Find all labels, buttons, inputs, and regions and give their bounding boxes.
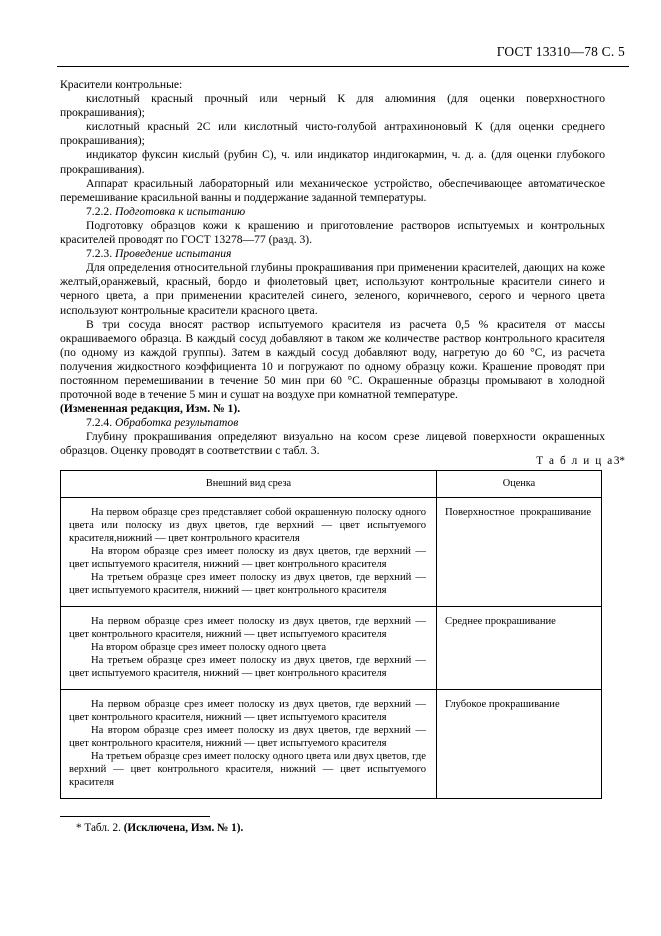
cell-appearance	[61, 607, 437, 690]
footnote-bold-text: (Исключена, Изм. № 1).	[123, 822, 244, 834]
cell-evaluation	[437, 498, 602, 607]
document-body	[60, 78, 605, 459]
cell-line: Среднее прокрашивание	[445, 616, 556, 627]
cell-line: На втором образце срез имеет полоcку из двух цветов, где верхний — цвет контрольного красителя, нижний — цвет испытуемого красителя	[69, 725, 426, 749]
footnote-text: Табл. 2.	[84, 822, 121, 834]
cell-line: Поверхностное прокрашивание	[445, 507, 592, 518]
paragraph-4: Аппарат красильный лабораторный или механическое устройство, обеспечивающее автоматическое перемешивание красильной ванны и поддержание заданной температуры.	[60, 176, 605, 204]
footnote	[76, 822, 243, 834]
cell-line: На третьем образце срез имеет полоcку из двух цветов, где верхний — цвет испытуемого красителя, нижний — цвет контрольного красителя	[69, 572, 426, 596]
cell-line: Глубокое прокрашивание	[445, 699, 560, 710]
section-heading-7-2-2	[60, 205, 605, 219]
paragraph-2: кислотный красный 2С или кислотный чисто-голубой антрахиноновый К (для оценки среднего прокрашивания);	[60, 120, 605, 148]
cell-appearance	[61, 690, 437, 799]
cell-line: На первом образце срез имеет полоcку из двух цветов, где верхний — цвет контрольного красителя, нижний — цвет испытуемого красителя	[69, 699, 426, 723]
cell-line: На первом образце срез имеет полоcку из двух цветов, где верхний — цвет контрольного красителя, нижний — цвет испытуемого красителя	[69, 616, 426, 640]
header-divider	[57, 66, 629, 67]
section-number: 7.2.4.	[86, 416, 113, 430]
cell-line: На третьем образце срез имеет полоcку из двух цветов, где верхний — цвет испытуемого красителя, нижний — цвет контрольного красителя	[69, 655, 426, 679]
paragraph-1: кислотный красный прочный или черный К для алюминия (для оценки поверхностного прокрашивания);	[60, 92, 605, 120]
cell-line: На первом образце срез представляет собой окрашенную полоcку одного цвета или полоcку из двух цветов, где верхний — цвет испытуемого красителя,нижний — цвет контрольного красителя	[69, 507, 426, 544]
table-caption	[536, 455, 625, 467]
section-7-2-3-body-2: В три сосуда вносят раствор испытуемого красителя из расчета 0,5 % красителя от массы окрашиваемого образца. В каждый сосуд добавляют в таком же количестве раствор контрольного красителя (по одному из каждой группы). Затем в каждый сосуд добавляют воду, нагретую до 60 °C, из расчета получения жидкостного коэффициента 10 и погружают по одному образцу кожи. Крашение проводят при постоянном перемешивании в течение 50 мин при 60 °C. Окрашенные образцы промывают в холодной проточной воде в течение 5 мин и сушат на воздухе при комнатной температуре.	[60, 317, 605, 402]
cell-evaluation	[437, 690, 602, 799]
cell-appearance	[61, 498, 437, 607]
column-header-evaluation: Оценка	[437, 471, 602, 498]
section-title: Обработка результатов	[115, 416, 239, 430]
section-title: Подготовка к испытанию	[115, 204, 246, 218]
cell-line: На втором образце срез имеет полоcку одного цвета	[91, 642, 327, 653]
cell-line: На втором образце срез имеет полоcку из двух цветов, где верхний — цвет испытуемого красителя, нижний — цвет контрольного красителя	[69, 546, 426, 570]
cell-line: На третьем образце срез имеет полоcку одного цвета или двух цветов, где верхний — цвет контрольного красителя, нижний — цвет испытуемого красителя	[69, 751, 426, 788]
section-7-2-4-body-1: Глубину прокрашивания определяют визуально на косом срезе лицевой поверхности окрашенных образцов. Оценку проводят в соответствии с табл. 3.	[60, 430, 605, 458]
column-header-appearance: Внешний вид среза	[61, 471, 437, 498]
table-row	[61, 607, 602, 690]
section-heading-7-2-4	[60, 416, 605, 430]
paragraph-3: индикатор фуксин кислый (рубин С), ч. или индикатор индигокармин, ч. д. а. (для оценки глубокого прокрашивания).	[60, 148, 605, 176]
section-number: 7.2.3.	[86, 247, 113, 261]
table-header-row	[61, 471, 602, 498]
table-row	[61, 690, 602, 799]
table-row	[61, 498, 602, 607]
section-7-2-2-body-1: Подготовку образцов кожи к крашению и приготовление растворов испытуемых и контрольных красителей проводят по ГОСТ 13278—77 (разд. 3).	[60, 218, 605, 247]
table-caption-label: Т а б л и ц а	[536, 455, 614, 467]
cell-evaluation	[437, 607, 602, 690]
section-7-2-3-note: (Измененная редакция, Изм. № 1).	[60, 402, 241, 416]
footnote-divider	[60, 816, 210, 817]
section-number: 7.2.2.	[86, 204, 113, 218]
section-title: Проведение испытания	[115, 247, 232, 261]
results-table	[60, 470, 602, 799]
page-header: ГОСТ 13310—78 С. 5	[496, 44, 625, 59]
section-7-2-3-body-1: Для определения относительной глубины прокрашивания при применении красителей, дающих на коже желтый,оранжевый, красный, бордо и фиолетовый цвет, используют контрольные красители синего и черного цвета, а при применении красителей синего, зеленого, коричневого, серого и черного цвета используют контрольные красители красного цвета.	[60, 261, 605, 317]
intro-label: Красители контрольные:	[60, 78, 183, 91]
section-heading-7-2-3	[60, 247, 605, 261]
footnote-marker: *	[76, 822, 82, 834]
table-caption-number: 3*	[613, 455, 625, 467]
